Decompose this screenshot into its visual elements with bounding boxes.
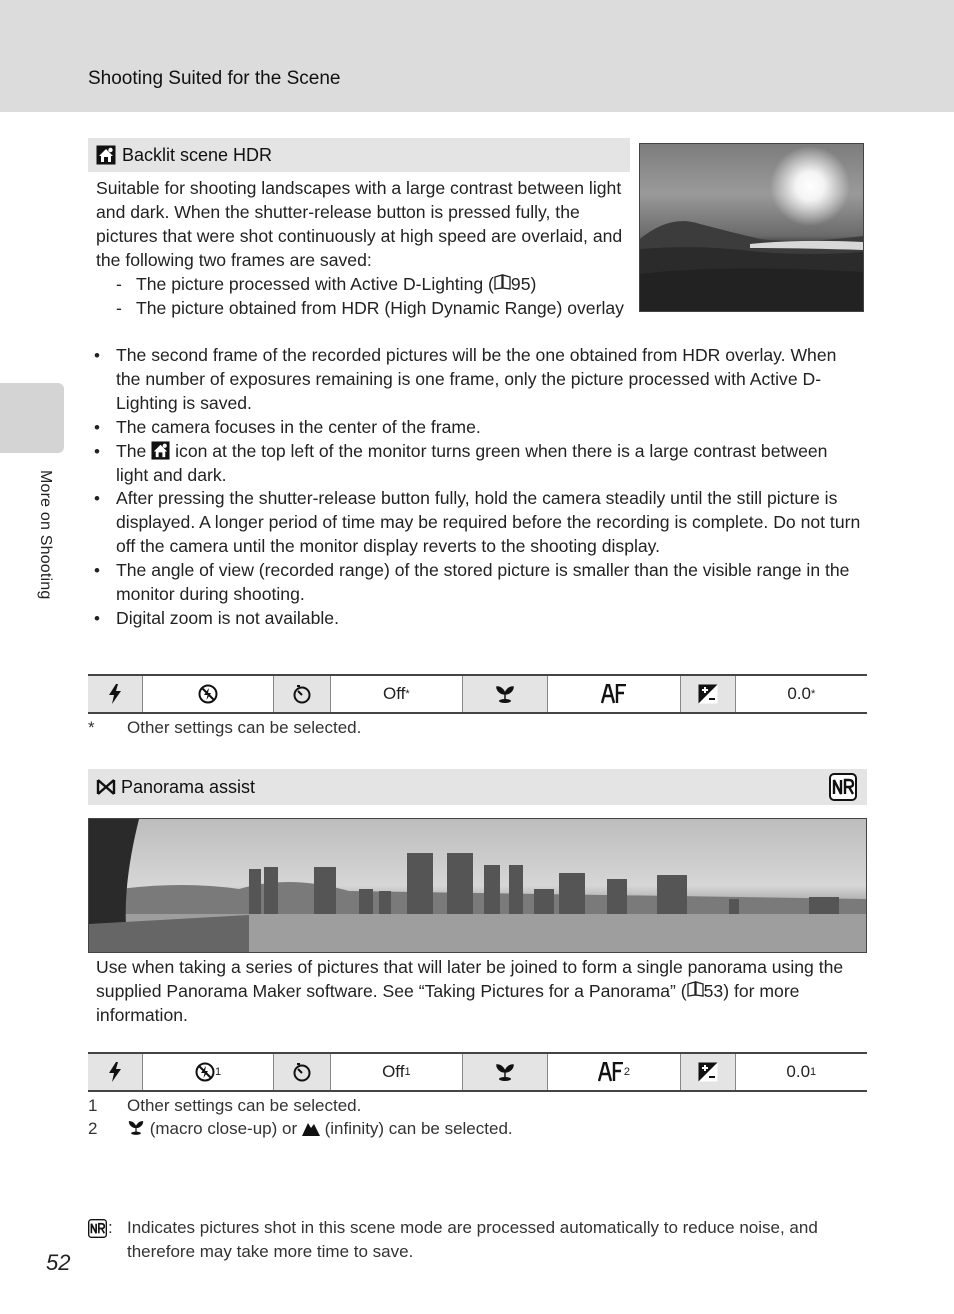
flash-mode-icon: [88, 1054, 143, 1090]
bullet-item: • Digital zoom is not available.: [94, 607, 339, 628]
exposure-compensation-icon: [681, 1054, 736, 1090]
flash-mode-icon: [88, 676, 143, 712]
bullet-text: The camera focuses in the center of the frame.: [116, 416, 481, 437]
reference-book-icon: [494, 274, 511, 290]
bullet-text: After pressing the shutter-release button fully, hold the camera steadily until the still picture is displayed. A longer period of time may be required before the recording is complete. Do not turn off the camera until the monitor display reverts to the shooting display.: [116, 488, 861, 557]
footnote-mark: 2: [88, 1119, 98, 1138]
timer-value-text: Off: [382, 1062, 405, 1081]
page-number: 52: [46, 1250, 71, 1275]
backlit-intro-text: Suitable for shooting landscapes with a large contrast between light and dark. When the shutter-release button is pressed fully, the pictures that were shot continuously at high speed are overlaid, and the following two frames are saved:: [96, 178, 623, 270]
backlit-settings-table: [88, 674, 867, 714]
bullet-item: • After pressing the shutter-release button fully, hold the camera steadily until the still picture is displayed. A longer period of time may be required before the recording is complete. Do not turn off the camera until the monitor display reverts to the shooting display.: [94, 488, 861, 557]
exposure-value: [736, 676, 867, 712]
exposure-sup: *: [810, 688, 816, 700]
footnote-mark: *: [88, 718, 95, 737]
noise-reduction-note: [88, 1216, 858, 1264]
flash-off-icon: [195, 1062, 215, 1082]
timer-value-text: Off: [383, 684, 406, 703]
sub-text: The picture processed with Active D-Lighting (: [136, 273, 494, 294]
exposure-value-text: 0.0: [786, 1062, 811, 1081]
focus-sup: 2: [623, 1066, 631, 1078]
header-title: Shooting Suited for the Scene: [88, 68, 341, 89]
bullet-item: • The angle of view (recorded range) of the stored picture is smaller than the visible range in the monitor during shooting.: [94, 560, 850, 605]
backlit-scene-icon: [151, 441, 170, 460]
exposure-compensation-icon: [681, 676, 736, 712]
backlit-sub-list: [96, 273, 626, 321]
page-header: [0, 0, 954, 112]
panorama-title: Panorama assist: [121, 776, 256, 797]
bullet-text: Digital zoom is not available.: [116, 607, 339, 628]
noise-reduction-icon: [829, 773, 857, 801]
nr-colon: :: [108, 1218, 113, 1237]
flash-off-value: [143, 1054, 275, 1090]
footnote-text: Other settings can be selected.: [127, 718, 362, 737]
bullet-text: The: [116, 440, 147, 461]
bullet-item: • The second frame of the recorded pictures will be the one obtained from HDR overlay. When the number of exposures remaining is one frame, only the picture processed with Active D-Lighting is saved.: [94, 345, 837, 413]
sub-text: The picture obtained from HDR (High Dynamic Range) overlay: [136, 297, 624, 318]
backlit-section-bar: [88, 138, 630, 172]
autofocus-icon: [548, 676, 680, 712]
side-tab-label: More on Shooting: [37, 470, 54, 600]
autofocus-value: [548, 1054, 680, 1090]
panorama-sample-photo: [88, 818, 867, 953]
footnote-text-b: (infinity) can be selected.: [324, 1119, 513, 1138]
timer-value: [331, 1054, 463, 1090]
bullet-text: The second frame of the recorded pictures will be the one obtained from HDR overlay. When the number of exposures remaining is one frame, only the picture processed with Active D-Lighting is saved.: [116, 345, 837, 413]
backlit-sample-photo: [639, 143, 864, 312]
footnote-text: [127, 1119, 513, 1139]
macro-icon: [463, 676, 549, 712]
panorama-text: Use when taking a series of pictures that will later be joined to form a single panorama using the supplied Panorama Maker software. See “Taking Pictures for a Panorama” (: [96, 957, 844, 1001]
footnote-text: Other settings can be selected.: [127, 1096, 362, 1115]
sub-ref: 95): [510, 273, 537, 294]
backlit-scene-icon: [96, 145, 116, 165]
exposure-sup: 1: [810, 1066, 817, 1078]
footnote-mark: 1: [88, 1096, 98, 1115]
noise-reduction-icon: [88, 1219, 107, 1238]
autofocus-icon: [598, 1062, 624, 1082]
exposure-value: [736, 1054, 867, 1090]
sub-item: [96, 297, 626, 321]
flash-sup: 1: [214, 1066, 222, 1078]
backlit-title: Backlit scene HDR: [122, 144, 273, 165]
bullet-item: • The icon at the top left of the monitor turns green when there is a large contrast between light and dark.: [94, 440, 828, 485]
infinity-mountain-icon: [302, 1120, 320, 1136]
side-tab: [0, 383, 64, 453]
panorama-section-bar: [88, 769, 867, 805]
self-timer-icon: [274, 1054, 331, 1090]
backlit-intro: [96, 177, 626, 320]
bullet-item: • The camera focuses in the center of the frame.: [94, 416, 481, 437]
macro-icon: [463, 1054, 549, 1090]
timer-sup: *: [405, 688, 410, 700]
bullet-text: icon at the top left of the monitor turns green when there is a large contrast between light and dark.: [116, 440, 828, 485]
sub-dash: -: [116, 273, 122, 294]
self-timer-icon: [274, 676, 331, 712]
sub-item: [96, 273, 626, 297]
backlit-bullets: [88, 344, 863, 631]
sub-dash: -: [116, 297, 122, 318]
bullet-text: The angle of view (recorded range) of the stored picture is smaller than the visible range in the monitor during shooting.: [116, 560, 850, 605]
exposure-value-text: 0.0: [787, 684, 811, 703]
macro-icon: [127, 1119, 145, 1136]
flash-off-icon: [143, 676, 275, 712]
footnote-text-a: (macro close-up) or: [149, 1119, 298, 1138]
timer-value: [331, 676, 463, 712]
timer-sup: 1: [404, 1066, 411, 1078]
panorama-description: [96, 956, 864, 1028]
nr-text: Indicates pictures shot in this scene mode are processed automatically to reduce noise, and therefore may take more time to save.: [127, 1218, 818, 1261]
panorama-assist-icon: [96, 778, 116, 796]
panorama-ref: 53) for more information.: [96, 980, 800, 1025]
reference-book-icon: [687, 981, 704, 997]
panorama-settings-table: [88, 1052, 867, 1092]
